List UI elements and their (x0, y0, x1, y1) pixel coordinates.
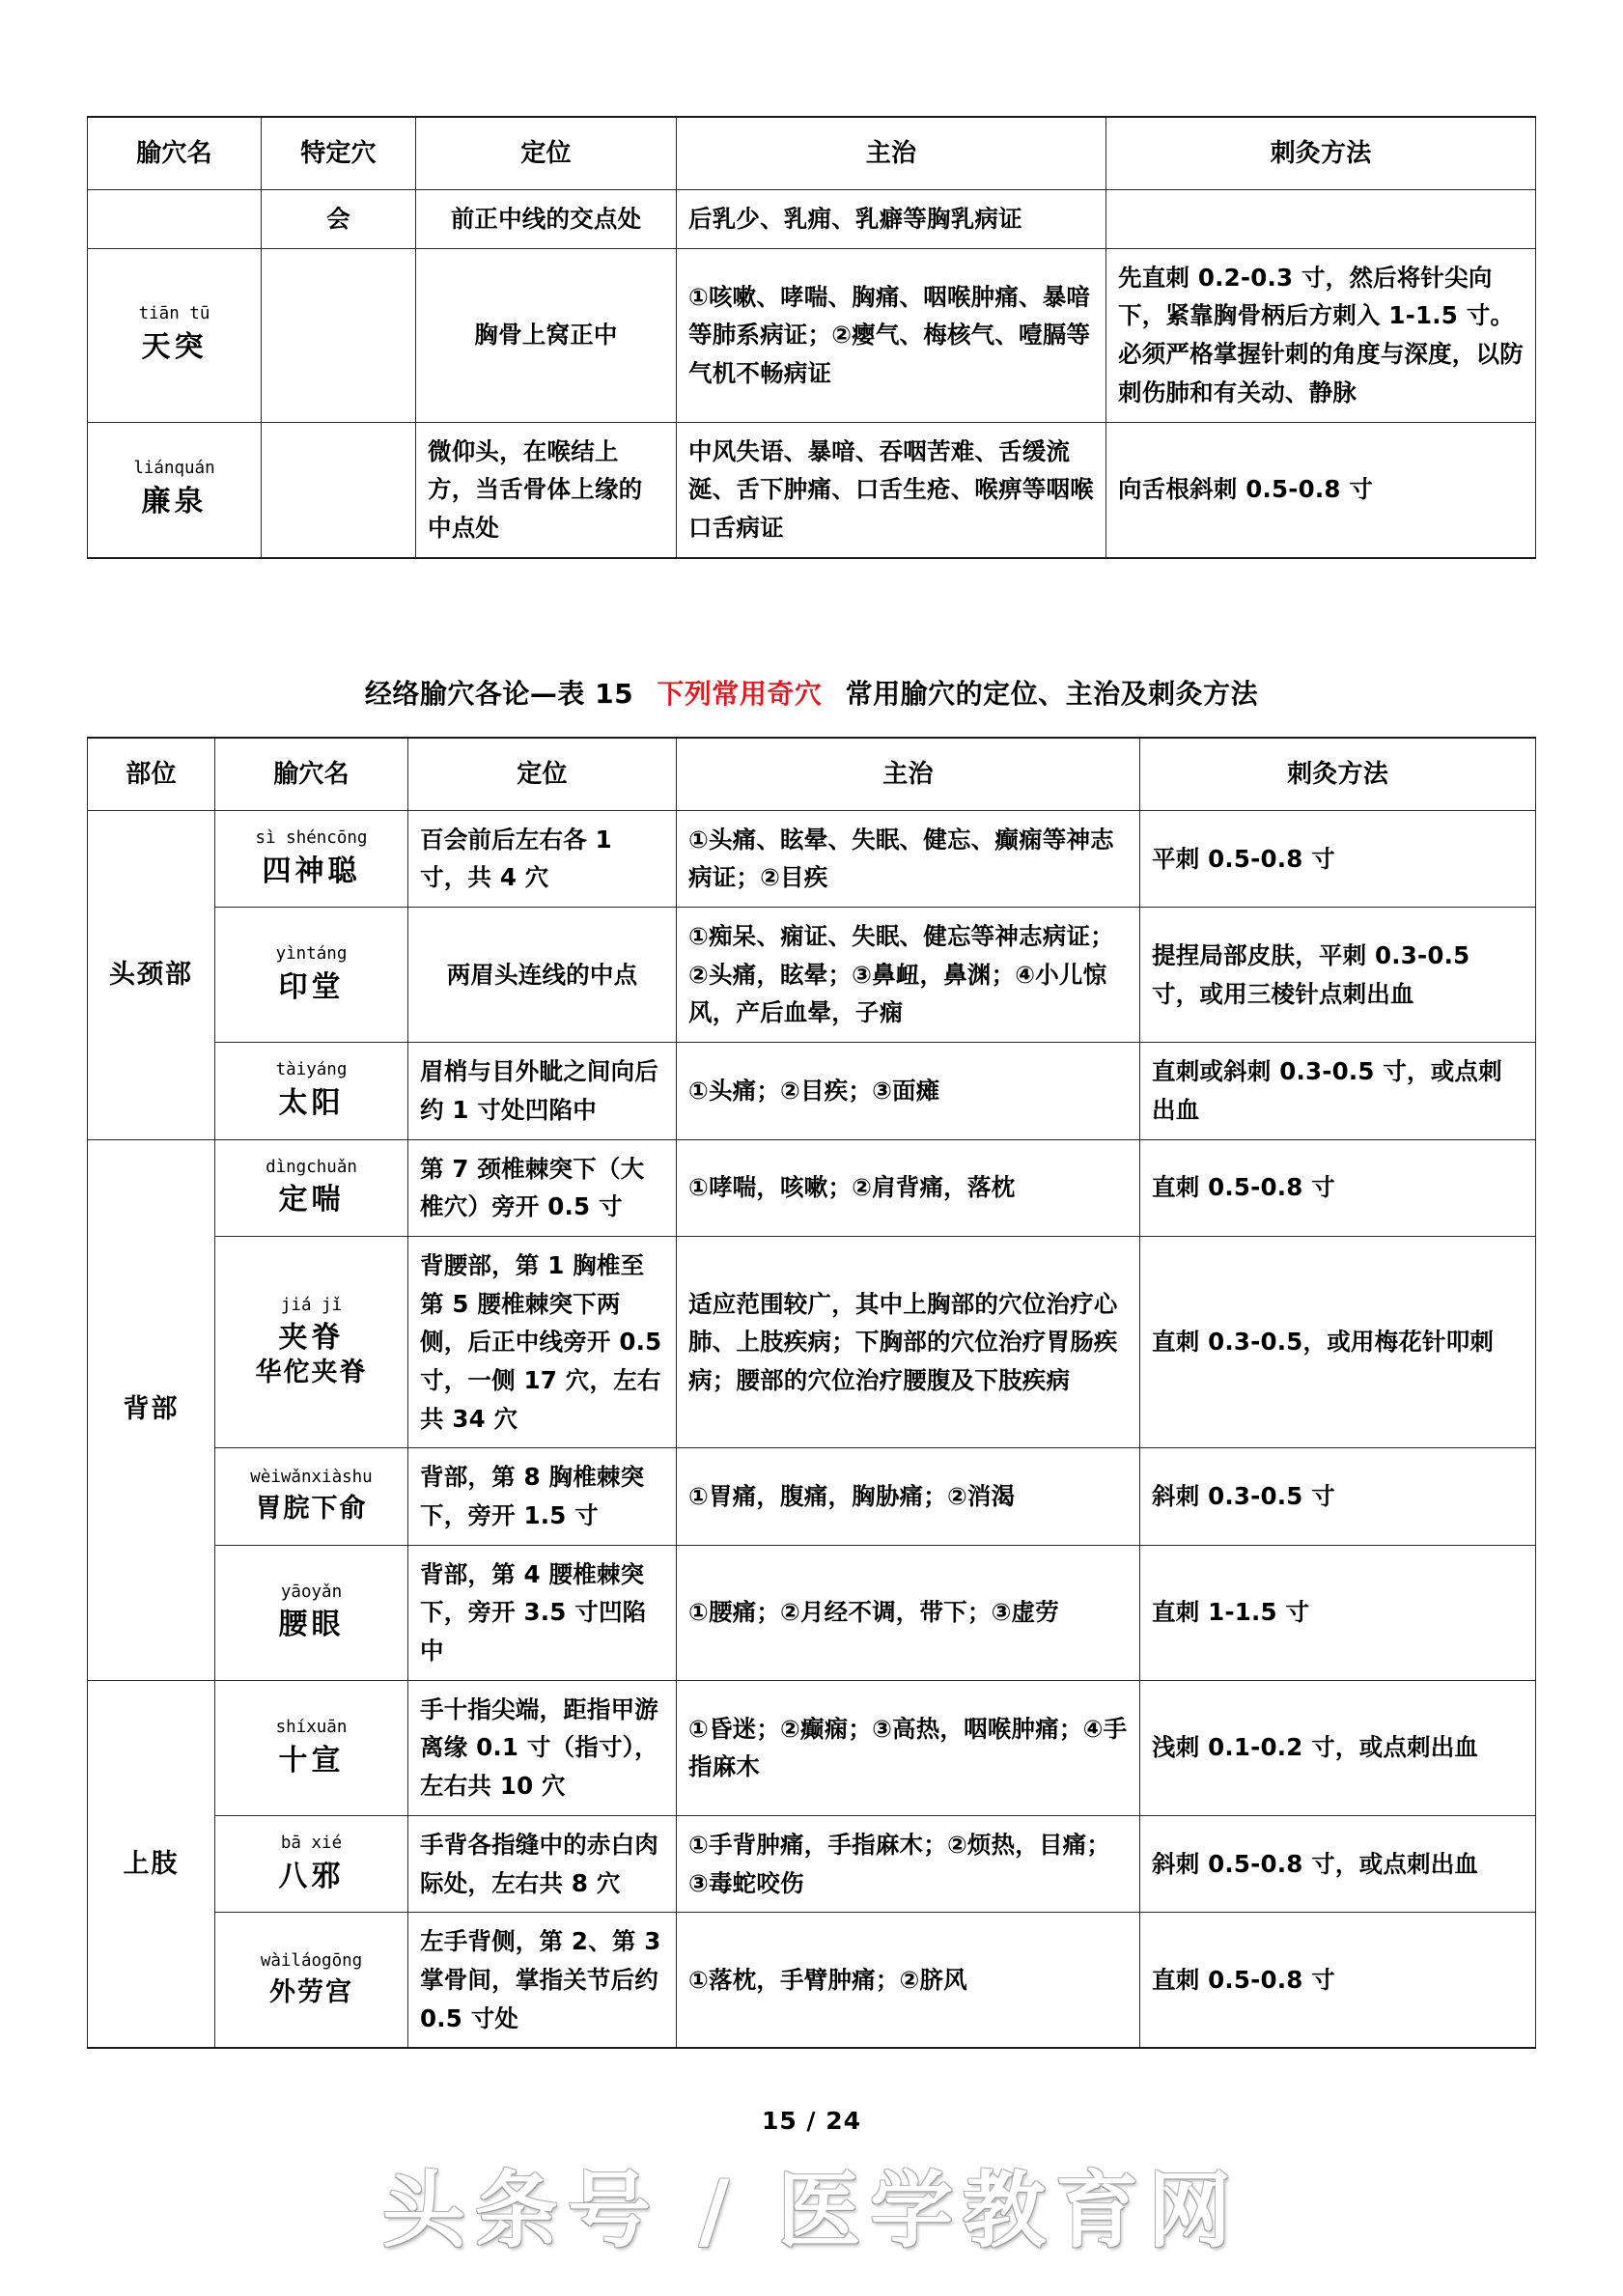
col-header-indications: 主治 (677, 117, 1106, 190)
section-title-highlight: 下列常用奇穴 (657, 677, 823, 710)
method-cell: 直刺 1-1.5 寸 (1140, 1545, 1536, 1680)
location-cell: 手背各指缝中的赤白肉际处，左右共 8 穴 (408, 1815, 677, 1912)
location-cell: 手十指尖端，距指甲游离缘 0.1 寸（指寸），左右共 10 穴 (408, 1680, 677, 1815)
table-row (88, 1448, 1536, 1545)
pinyin-label: wàiláogōng (260, 1950, 363, 1971)
table-row (88, 1043, 1536, 1139)
point-name-cell (215, 1448, 408, 1545)
point-name-cell (215, 908, 408, 1043)
section-title-suffix: 常用腧穴的定位、主治及刺灸方法 (845, 677, 1259, 710)
col-header-location: 定位 (408, 738, 677, 811)
table-row (88, 190, 1536, 249)
method-cell: 浅刺 0.1-0.2 寸，或点刺出血 (1140, 1680, 1536, 1815)
table-row (88, 1913, 1536, 2049)
method-cell: 直刺 0.5-0.8 寸 (1140, 1139, 1536, 1236)
col-header-location: 定位 (416, 117, 677, 190)
hanzi-label: 夹脊 (278, 1321, 345, 1356)
indications-cell: ①哮喘，咳嗽；②肩背痛，落枕 (677, 1139, 1140, 1236)
page-number: 15 / 24 (761, 2107, 862, 2136)
col-header-point-name: 腧穴名 (215, 738, 408, 811)
location-cell: 背腰部，第 1 胸椎至第 5 腰椎棘突下两侧，后正中线旁开 0.5 寸，一侧 17 穴，左右共 34 穴 (408, 1236, 677, 1447)
point-name-cell (215, 1545, 408, 1680)
method-cell: 直刺或斜刺 0.3-0.5 寸，或点刺出血 (1140, 1043, 1536, 1139)
indications-cell: 中风失语、暴喑、吞咽苦难、舌缓流涎、舌下肿痛、口舌生疮、喉痹等咽喉口舌病证 (677, 422, 1106, 558)
location-cell: 两眉头连线的中点 (408, 908, 677, 1043)
table-row (88, 248, 1536, 422)
method-cell: 平刺 0.5-0.8 寸 (1140, 810, 1536, 907)
col-header-region: 部位 (88, 738, 215, 811)
special-point-cell (262, 248, 416, 422)
table-header-row (88, 738, 1536, 811)
region-cell-head-neck: 头颈部 (88, 810, 215, 1139)
point-name-cell (215, 1913, 408, 2049)
point-name-cell (215, 1043, 408, 1139)
hanzi-label: 定喘 (278, 1183, 345, 1218)
point-name-cell (88, 248, 262, 422)
table-row (88, 908, 1536, 1043)
table-row (88, 1680, 1536, 1815)
pinyin-label: wèiwǎnxiàshu (250, 1468, 373, 1488)
location-cell: 背部，第 8 胸椎棘突下，旁开 1.5 寸 (408, 1448, 677, 1545)
hanzi-label: 八邪 (278, 1859, 345, 1893)
indications-cell: ①胃痛，腹痛，胸胁痛；②消渴 (677, 1448, 1140, 1545)
pinyin-label: sì shéncōng (255, 827, 368, 848)
location-cell: 眉梢与目外眦之间向后约 1 寸处凹陷中 (408, 1043, 677, 1139)
hanzi-label: 四神聪 (262, 854, 361, 888)
location-cell: 前正中线的交点处 (416, 190, 677, 249)
method-cell: 斜刺 0.3-0.5 寸 (1140, 1448, 1536, 1545)
hanzi-label: 腰眼 (278, 1608, 345, 1642)
pinyin-label: bā xié (280, 1833, 343, 1853)
indications-cell: 适应范围较广，其中上胸部的穴位治疗心肺、上肢疾病；下胸部的穴位治疗胃肠疾病；腰部的穴位治疗腰腹及下肢疾病 (677, 1236, 1140, 1447)
pinyin-label: yāoyǎn (280, 1582, 343, 1602)
point-name-cell (215, 1236, 408, 1447)
indications-cell: ①咳嗽、哮喘、胸痛、咽喉肿痛、暴喑等肺系病证；②瘿气、梅核气、噎膈等气机不畅病证 (677, 248, 1106, 422)
region-cell-upper-limb: 上肢 (88, 1680, 215, 2048)
hanzi-alt-label: 华佗夹脊 (255, 1357, 368, 1387)
location-cell: 百会前后左右各 1 寸，共 4 穴 (408, 810, 677, 907)
section-title (87, 673, 1536, 712)
hanzi-label: 外劳宫 (269, 1976, 353, 2007)
location-cell: 微仰头，在喉结上方，当舌骨体上缘的中点处 (416, 422, 677, 558)
pinyin-label: yìntáng (275, 943, 348, 964)
table-row (88, 1236, 1536, 1447)
point-name-cell (215, 1680, 408, 1815)
table-row (88, 1139, 1536, 1236)
col-header-method: 刺灸方法 (1106, 117, 1536, 190)
acupoint-table-ren-meridian (87, 116, 1536, 559)
hanzi-label: 印堂 (278, 969, 345, 1004)
col-header-indications: 主治 (677, 738, 1140, 811)
point-name-cell (215, 1139, 408, 1236)
special-point-cell (262, 422, 416, 558)
region-cell-back: 背部 (88, 1139, 215, 1680)
indications-cell: ①痴呆、痫证、失眠、健忘等神志病证；②头痛，眩晕；③鼻衄，鼻渊；④小儿惊风，产后血晕，子痫 (677, 908, 1140, 1043)
method-cell: 先直刺 0.2-0.3 寸，然后将针尖向下，紧靠胸骨柄后方刺入 1-1.5 寸。必须严格掌握针刺的角度与深度，以防刺伤肺和有关动、静脉 (1106, 248, 1536, 422)
pinyin-label: dìngchuǎn (266, 1157, 357, 1177)
hanzi-label: 十宣 (278, 1743, 345, 1778)
method-cell: 向舌根斜刺 0.5-0.8 寸 (1106, 422, 1536, 558)
hanzi-label: 天突 (141, 330, 208, 365)
point-name-cell (215, 810, 408, 907)
pinyin-label: liánquán (133, 459, 215, 479)
method-cell: 斜刺 0.5-0.8 寸，或点刺出血 (1140, 1815, 1536, 1912)
col-header-special-point: 特定穴 (262, 117, 416, 190)
watermark: 头条号 / 医学教育网 (381, 2163, 1242, 2259)
hanzi-label: 胃脘下俞 (255, 1494, 368, 1525)
table-row (88, 1815, 1536, 1912)
location-cell: 背部，第 4 腰椎棘突下，旁开 3.5 寸凹陷中 (408, 1545, 677, 1680)
pinyin-label: jiá jǐ (280, 1295, 343, 1315)
col-header-method: 刺灸方法 (1140, 738, 1536, 811)
location-cell: 胸骨上窝正中 (416, 248, 677, 422)
table-header-row (88, 117, 1536, 190)
method-cell: 提捏局部皮肤，平刺 0.3-0.5 寸，或用三棱针点刺出血 (1140, 908, 1536, 1043)
point-name-cell (88, 190, 262, 249)
table-row (88, 422, 1536, 558)
pinyin-label: tàiyáng (275, 1060, 348, 1080)
point-name-cell (215, 1815, 408, 1912)
hanzi-label: 太阳 (278, 1086, 345, 1121)
location-cell: 第 7 颈椎棘突下（大椎穴）旁开 0.5 寸 (408, 1139, 677, 1236)
point-name-cell (88, 422, 262, 558)
pinyin-label: shíxuān (275, 1717, 348, 1737)
indications-cell: ①落枕，手臂肿痛；②脐风 (677, 1913, 1140, 2049)
col-header-point-name: 腧穴名 (88, 117, 262, 190)
section-title-prefix: 经络腧穴各论—表 15 (364, 677, 634, 710)
indications-cell: ①头痛；②目疾；③面瘫 (677, 1043, 1140, 1139)
indications-cell: ①头痛、眩晕、失眠、健忘、癫痫等神志病证；②目疾 (677, 810, 1140, 907)
method-cell: 直刺 0.5-0.8 寸 (1140, 1913, 1536, 2049)
indications-cell: 后乳少、乳痈、乳癖等胸乳病证 (677, 190, 1106, 249)
indications-cell: ①手背肿痛，手指麻木；②烦热，目痛；③毒蛇咬伤 (677, 1815, 1140, 1912)
indications-cell: ①腰痛；②月经不调，带下；③虚劳 (677, 1545, 1140, 1680)
indications-cell: ①昏迷；②癫痫；③高热，咽喉肿痛；④手指麻木 (677, 1680, 1140, 1815)
special-point-cell: 会 (262, 190, 416, 249)
table-row (88, 1545, 1536, 1680)
hanzi-label: 廉泉 (141, 485, 208, 519)
method-cell: 直刺 0.3-0.5，或用梅花针叩刺 (1140, 1236, 1536, 1447)
location-cell: 左手背侧，第 2、第 3 掌骨间，掌指关节后约 0.5 寸处 (408, 1913, 677, 2049)
acupoint-table-extra-points (87, 737, 1536, 2050)
table-row (88, 810, 1536, 907)
method-cell (1106, 190, 1536, 249)
pinyin-label: tiān tū (138, 304, 210, 324)
